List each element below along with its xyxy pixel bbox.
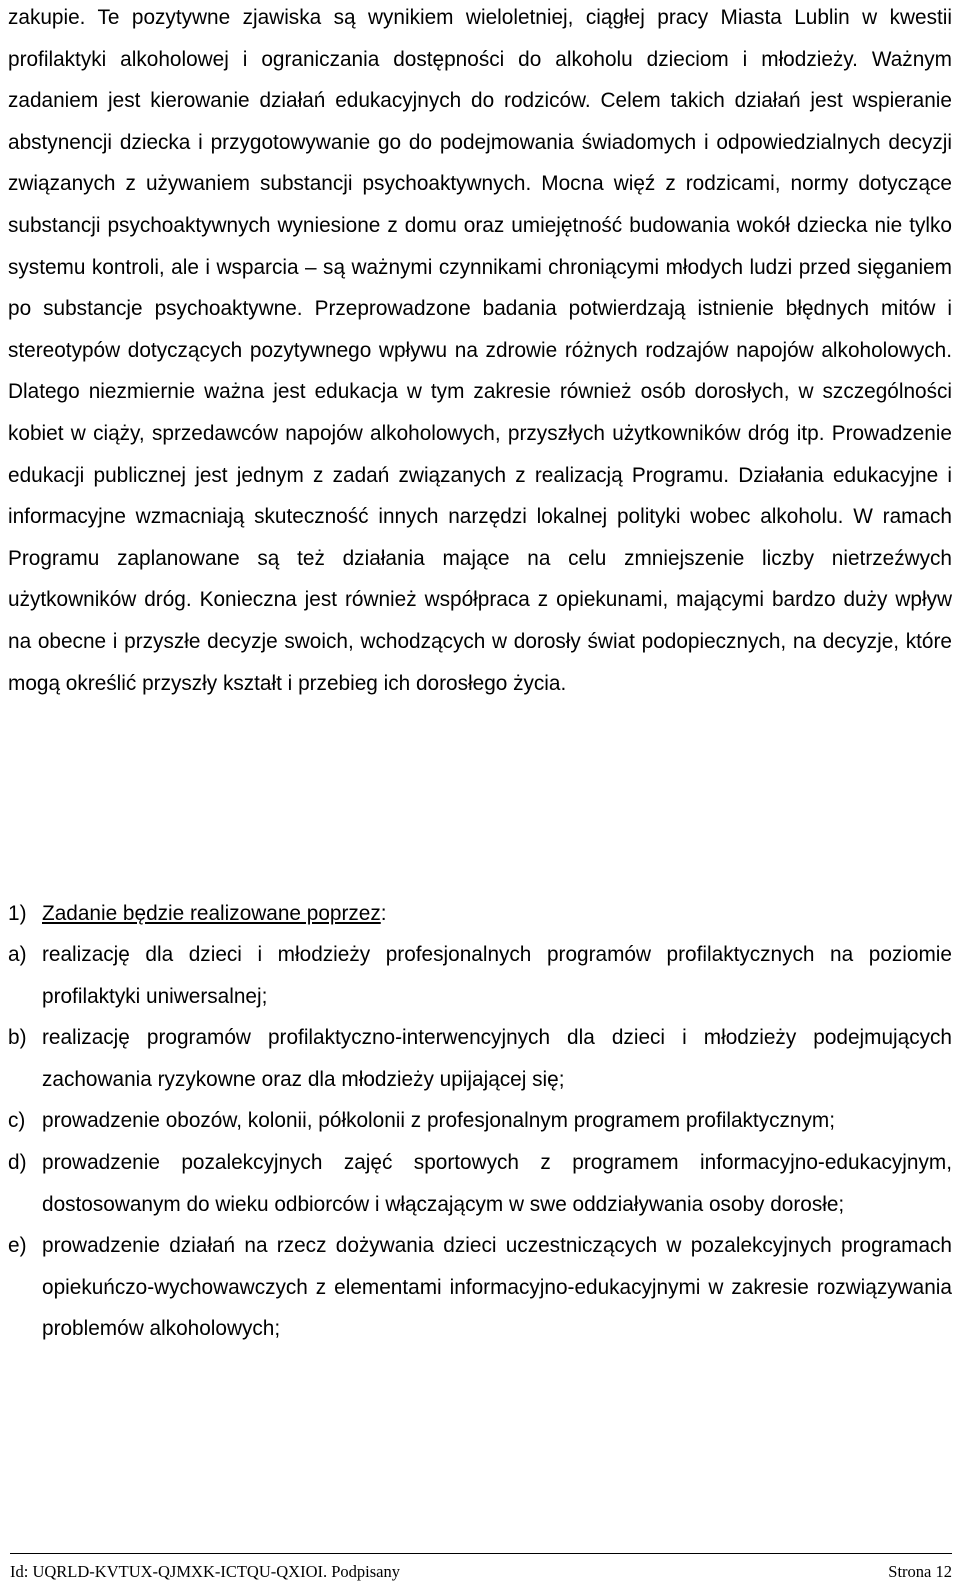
page-footer xyxy=(10,1561,952,1583)
list-item-marker: a) xyxy=(8,943,27,966)
list-heading xyxy=(8,893,952,935)
list-item-text: prowadzenie działań na rzecz dożywania dzieci uczestniczących w pozalekcyjnych programach opiekuńczo-wychowawczych z elementami informacyjno-edukacyjnymi w zakresie rozwiązywania problemów alkoholowych; xyxy=(42,1234,952,1341)
list-item-marker: e) xyxy=(8,1234,27,1258)
document-id: Id: UQRLD-KVTUX-QJMXK-ICTQU-QXIOI. Podpisany xyxy=(10,1562,400,1581)
list-heading-text: Zadanie będzie realizowane poprzez xyxy=(42,902,381,925)
list-item-text: prowadzenie obozów, kolonii, półkolonii z profesjonalnym programem profilaktycznym; xyxy=(42,1109,835,1133)
list-heading-number: 1) xyxy=(8,902,27,925)
list-item-text: prowadzenie pozalekcyjnych zajęć sportowych z programem informacyjno-edukacyjnym, dostosowanym do wieku odbiorców i włączającym w swe oddziaływania osoby dorosłe; xyxy=(42,1150,952,1216)
page-number: Strona 12 xyxy=(888,1562,952,1581)
list-item-marker: d) xyxy=(8,1150,27,1174)
footer-divider xyxy=(10,1553,952,1554)
list-item xyxy=(8,934,952,1017)
list-item-marker: c) xyxy=(8,1109,26,1133)
list-item xyxy=(8,1142,952,1225)
list-item-text: realizację dla dzieci i młodzieży profesjonalnych programów profilaktycznych na poziomie profilaktyki uniwersalnej; xyxy=(42,943,952,1008)
list-item-text: realizację programów profilaktyczno-interwencyjnych dla dzieci i młodzieży podejmujących zachowania ryzykowne oraz dla młodzieży upijającej się; xyxy=(42,1026,952,1091)
body-paragraph: zakupie. Te pozytywne zjawiska są wynikiem wieloletniej, ciągłej pracy Miasta Lublin w kwestii profilaktyki alkoholowej i ograniczania dostępności do alkoholu dzieciom i młodzieży. Ważnym zadaniem jest kierowanie działań edukacyjnych do rodziców. Celem takich działań jest wspieranie abstynencji dziecka i przygotowywanie go do podejmowania świadomych i odpowiedzialnych decyzji związanych z używaniem substancji psychoaktywnych. Mocna więź z rodzicami, normy dotyczące substancji psychoaktywnych wyniesione z domu oraz umiejętność budowania wokół dziecka nie tylko systemu kontroli, ale i wsparcia – są ważnymi czynnikami chroniącymi młodych ludzi przed sięganiem po substancje psychoaktywne. Przeprowadzone badania potwierdzają istnienie błędnych mitów i stereotypów dotyczących pozytywnego wpływu na zdrowie różnych rodzajów napojów alkoholowych. Dlatego niezmiernie ważna jest edukacja w tym zakresie również osób dorosłych, w szczególności kobiet w ciąży, sprzedawców napojów alkoholowych, przyszłych użytkowników dróg itp. Prowadzenie edukacji publicznej jest jednym z zadań związanych z realizacją Programu. Działania edukacyjne i informacyjne wzmacniają skuteczność innych narzędzi lokalnej polityki wobec alkoholu. W ramach Programu zaplanowane są też działania mające na celu zmniejszenie liczby nietrzeźwych użytkowników dróg. Konieczna jest również współpraca z opiekunami, mającymi bardzo duży wpływ na obecne i przyszłe decyzje swoich, wchodzących w dorosły świat podopiecznych, na decyzje, które mogą określić przyszły kształt i przebieg ich dorosłego życia. xyxy=(8,6,952,695)
list-item-marker: b) xyxy=(8,1026,27,1050)
list-item xyxy=(8,1225,952,1350)
list-item xyxy=(8,1100,952,1142)
task-list xyxy=(8,934,952,1350)
list-heading-suffix: : xyxy=(380,902,387,925)
list-item xyxy=(8,1017,952,1100)
